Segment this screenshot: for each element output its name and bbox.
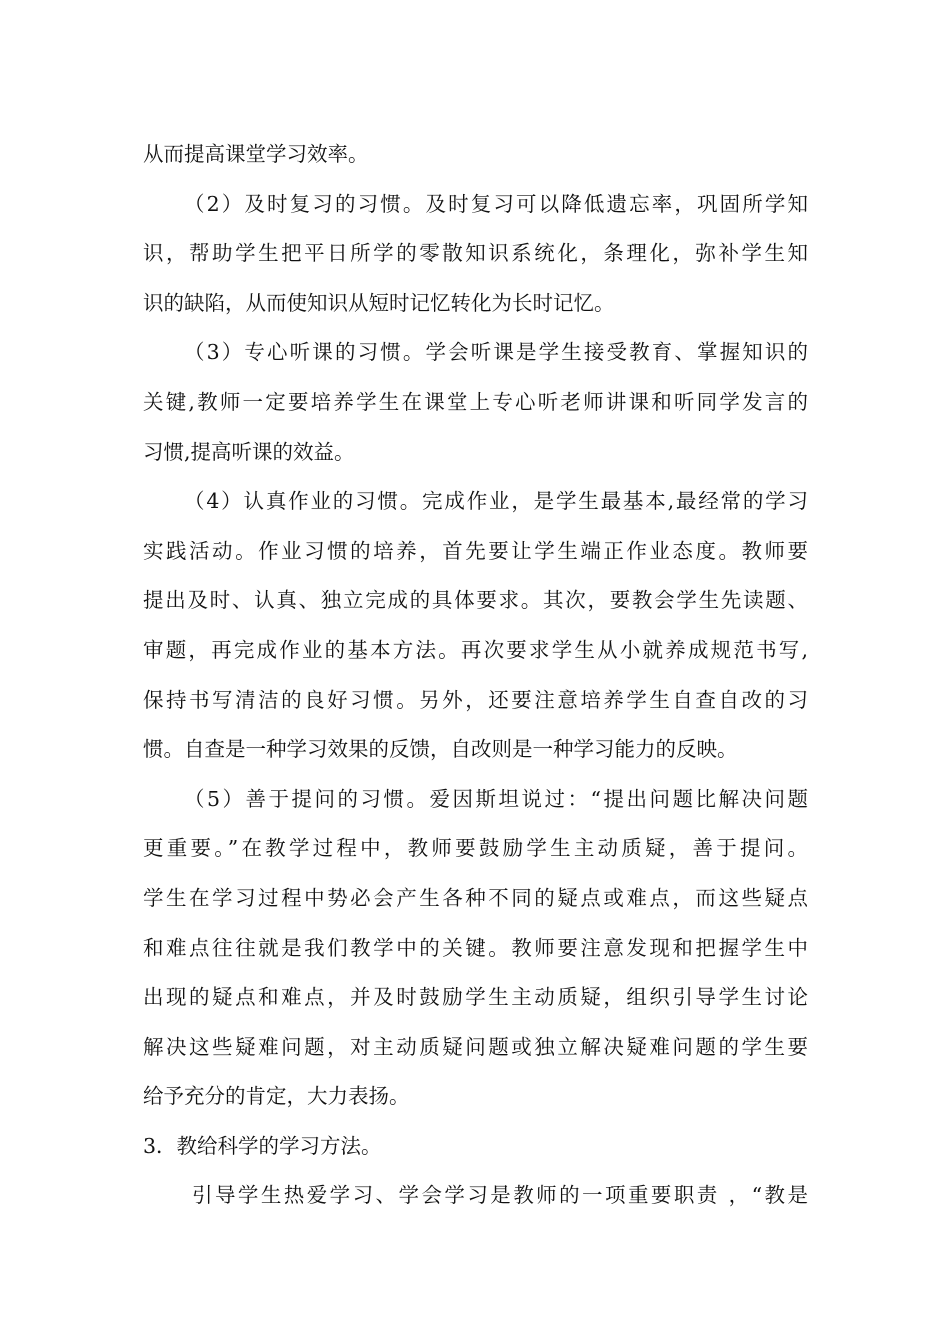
text-line: （3）专心听课的习惯。学会听课是学生接受教育、掌握知识的 bbox=[184, 340, 808, 365]
text-line: 给予充分的肯定，大力表扬。 bbox=[143, 1084, 410, 1109]
text-line: 提出及时、认真、独立完成的具体要求。其次，要教会学生先读题、 bbox=[143, 588, 808, 613]
section-heading: 3．教给科学的学习方法。 bbox=[143, 1133, 382, 1158]
text-line: 惯。自查是一种学习效果的反馈，自改则是一种学习能力的反映。 bbox=[143, 737, 738, 762]
text-line: 引导学生热爱学习、学会学习是教师的一项重要职责 ，“教是 bbox=[192, 1183, 808, 1208]
text-line: 识的缺陷，从而使知识从短时记忆转化为长时记忆。 bbox=[143, 290, 615, 315]
text-line: 解决这些疑难问题，对主动质疑问题或独立解决疑难问题的学生要 bbox=[143, 1034, 808, 1059]
text-line: 习惯,提高听课的效益。 bbox=[143, 439, 355, 464]
text-line: （5）善于提问的习惯。爱因斯坦说过：“提出问题比解决问题 bbox=[184, 786, 808, 811]
text-line: 识，帮助学生把平日所学的零散知识系统化，条理化，弥补学生知 bbox=[143, 241, 808, 266]
text-line: 和难点往往就是我们教学中的关键。教师要注意发现和把握学生中 bbox=[143, 935, 808, 960]
text-line: 学生在学习过程中势必会产生各种不同的疑点或难点，而这些疑点 bbox=[143, 885, 808, 910]
text-line: 更重要。”在教学过程中，教师要鼓励学生主动质疑，善于提问。 bbox=[143, 836, 808, 861]
text-line: （2）及时复习的习惯。及时复习可以降低遗忘率，巩固所学知 bbox=[184, 191, 808, 216]
text-line: 实践活动。作业习惯的培养，首先要让学生端正作业态度。教师要 bbox=[143, 538, 808, 563]
text-line: 关键,教师一定要培养学生在课堂上专心听老师讲课和听同学发言的 bbox=[143, 389, 808, 414]
text-line: 保持书写清洁的良好习惯。另外，还要注意培养学生自查自改的习 bbox=[143, 687, 808, 712]
text-line: （4）认真作业的习惯。完成作业，是学生最基本,最经常的学习 bbox=[184, 489, 808, 514]
body-text bbox=[143, 130, 808, 1221]
text-line: 审题，再完成作业的基本方法。再次要求学生从小就养成规范书写, bbox=[143, 637, 808, 662]
text-line: 出现的疑点和难点，并及时鼓励学生主动质疑，组织引导学生讨论 bbox=[143, 985, 808, 1010]
text-line: 从而提高课堂学习效率。 bbox=[143, 142, 369, 166]
